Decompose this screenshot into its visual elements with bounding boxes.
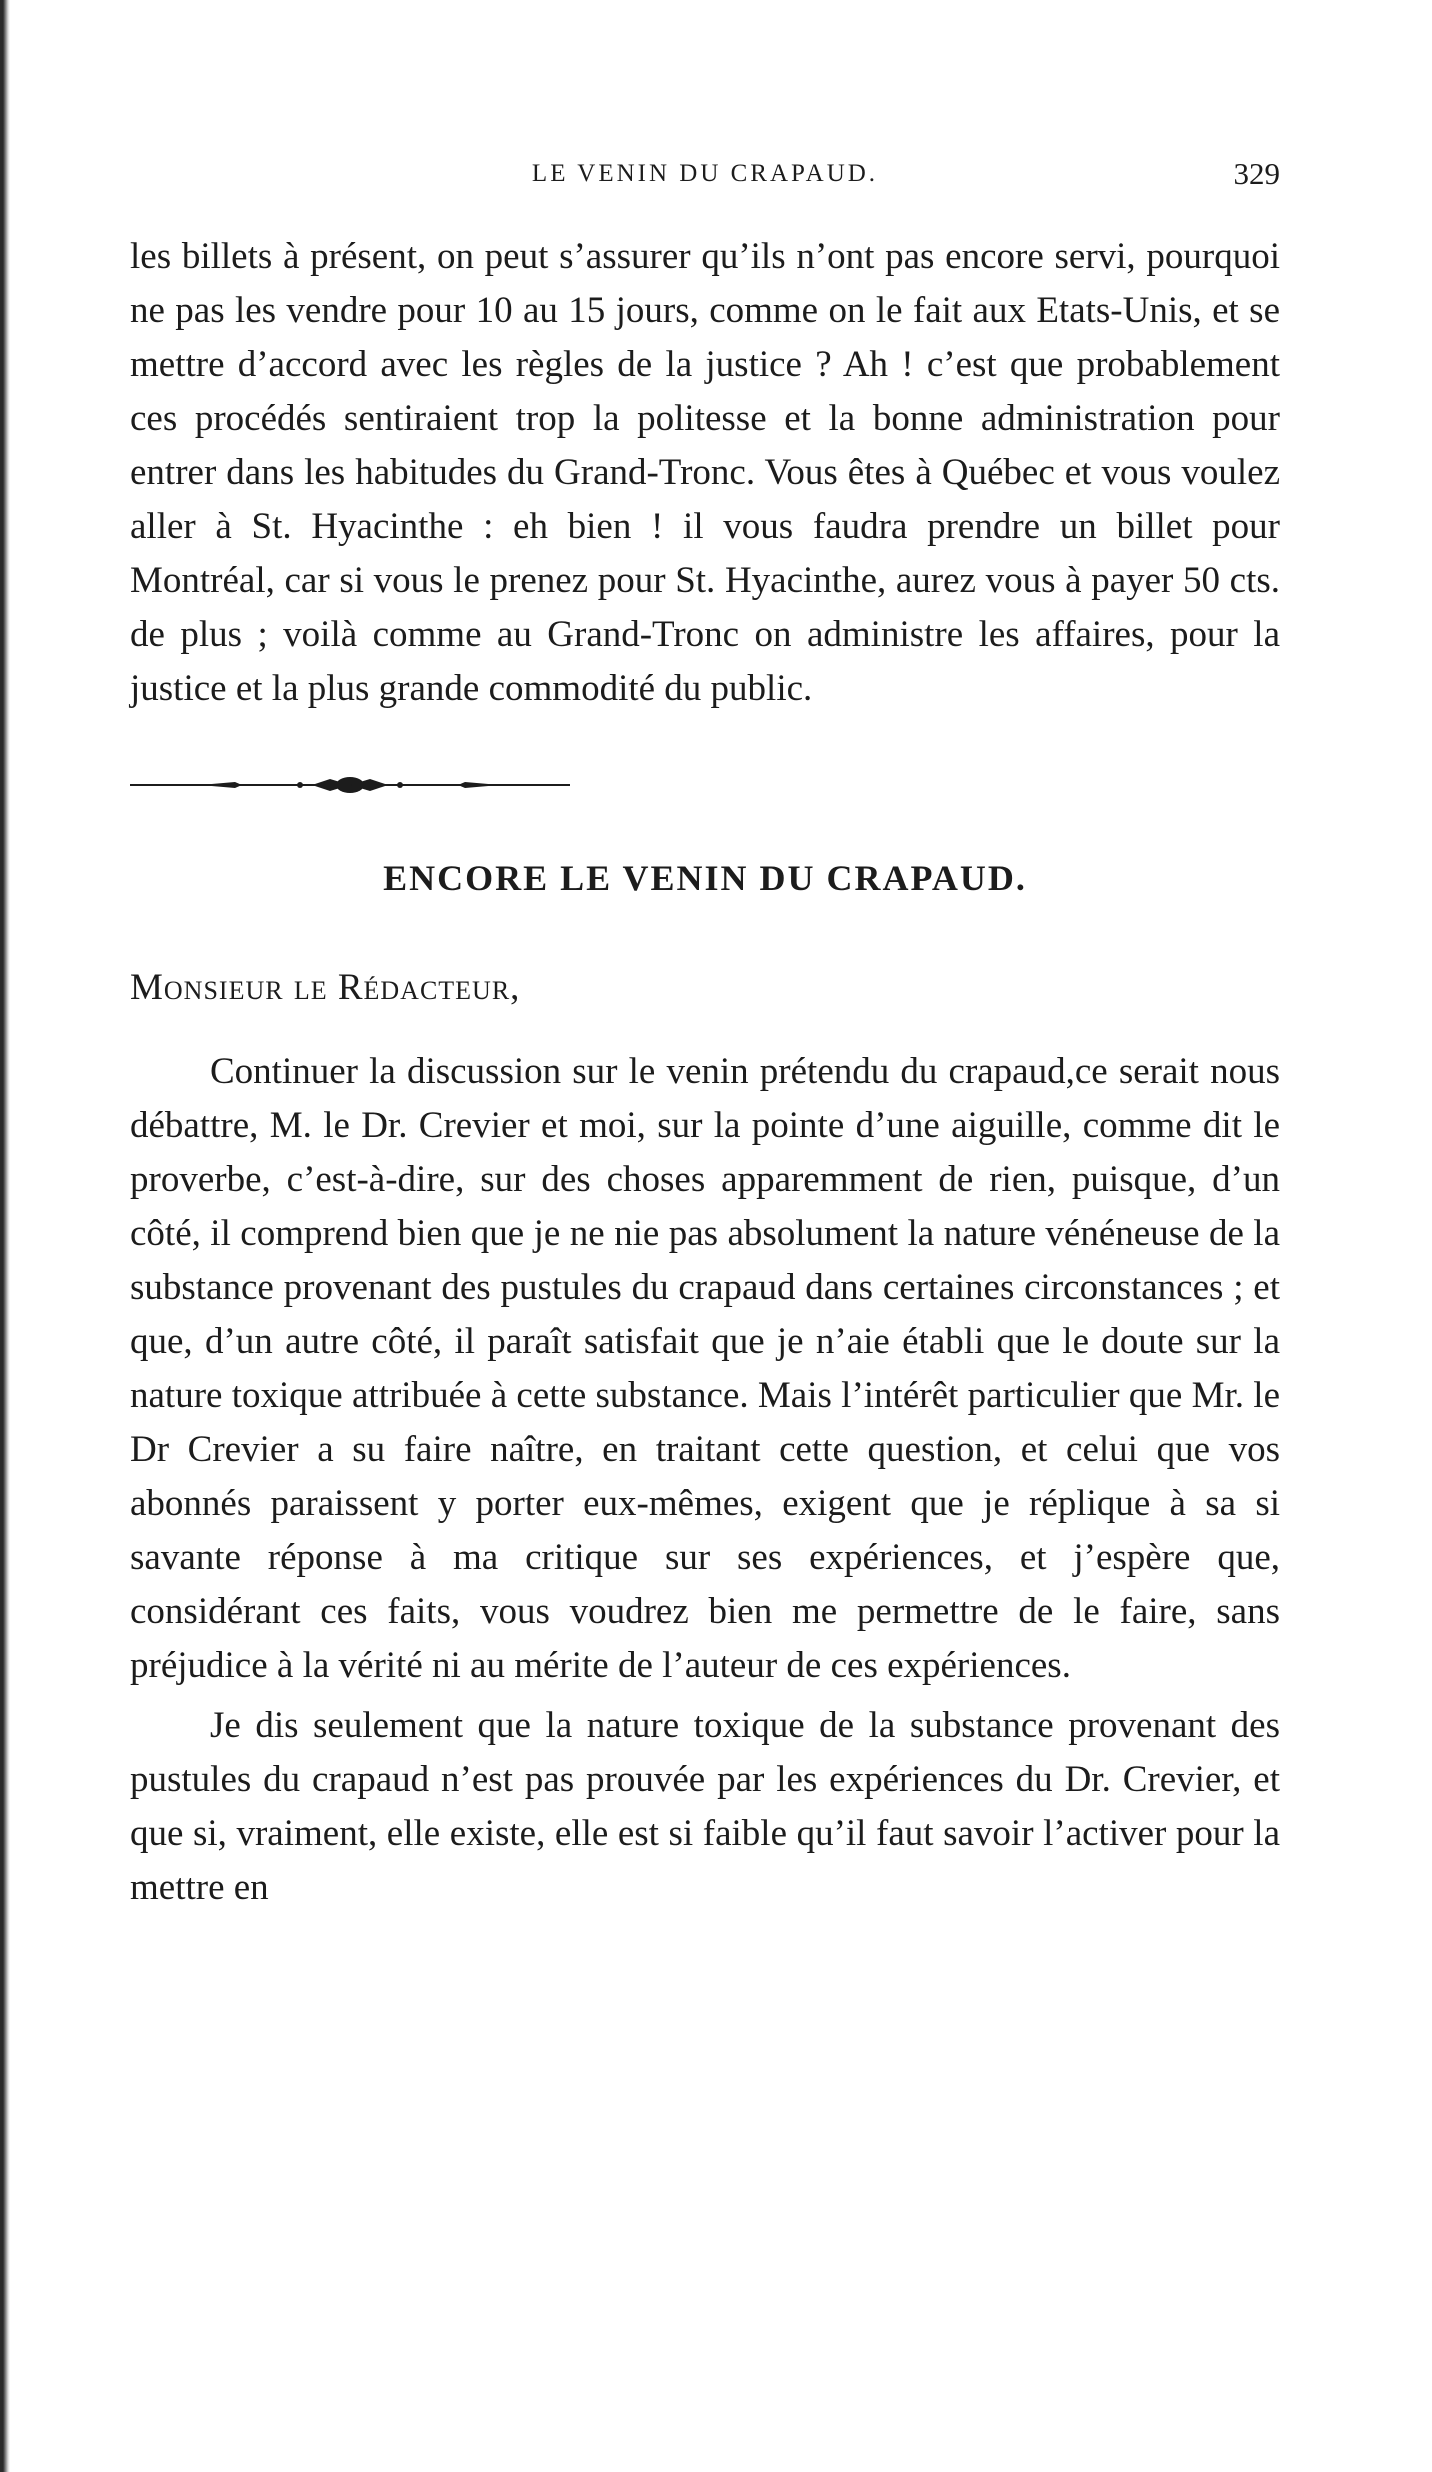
page-binding-edge	[0, 0, 10, 2472]
letter-paragraph: Continuer la discussion sur le venin prétendu du crapaud,ce serait nous débattre, M. le Dr. Crevier et moi, sur la pointe d’une aiguille, comme dit le proverbe, c’est-à-dire, sur des choses apparemment de rien, puisque, d’un côté, il comprend bien que je ne nie pas absolument la nature vénéneuse de la substance provenant des pustules du crapaud dans certaines circonstances ; et que, d’un autre côté, il paraît satisfait que je n’aie établi que le doute sur la nature toxique attribuée à cette substance. Mais l’intérêt particulier que Mr. le Dr Crevier a su faire naître, en traitant cette question, et celui que vos abonnés paraissent y porter eux-mêmes, exigent que je réplique à sa si savante réponse à ma critique sur ses expériences, et j’espère que, considérant ces faits, vous voudrez bien me permettre de le faire, sans préjudice à la vérité ni au mérite de l’auteur de ces expériences.	[130, 1051, 1280, 1686]
section-divider-ornament	[130, 772, 570, 798]
section-title: ENCORE LE VENIN DU CRAPAUD.	[383, 858, 1027, 898]
letter-paragraph: Je dis seulement que la nature toxique de la substance provenant des pustules du crapaud n’est pas prouvée par les expériences du Dr. Crevier, et que si, vraiment, elle existe, elle est si faible qu’il faut savoir l’activer pour la mettre en	[130, 1705, 1280, 1908]
page-number: 329	[1233, 156, 1280, 191]
salutation: Monsieur le Rédacteur,	[130, 967, 521, 1008]
running-title: LE VENIN DU CRAPAUD.	[531, 160, 879, 187]
book-page	[130, 150, 1280, 1915]
running-header	[130, 150, 1280, 194]
continuation-paragraph: les billets à présent, on peut s’assurer qu’ils n’ont pas encore servi, pourquoi ne pas les vendre pour 10 au 15 jours, comme on le fait aux Etats-Unis, et se mettre d’accord avec les règles de la justice ? Ah ! c’est que probablement ces procédés sentiraient trop la politesse et la bonne administration pour entrer dans les habitudes du Grand-Tronc. Vous êtes à Québec et vous voulez aller à St. Hyacinthe : eh bien ! il vous faudra prendre un billet pour Montréal, car si vous le prenez pour St. Hyacinthe, aurez vous à payer 50 cts. de plus ; voilà comme au Grand-Tronc on administre les affaires, pour la justice et la plus grande commodité du public.	[130, 236, 1280, 709]
